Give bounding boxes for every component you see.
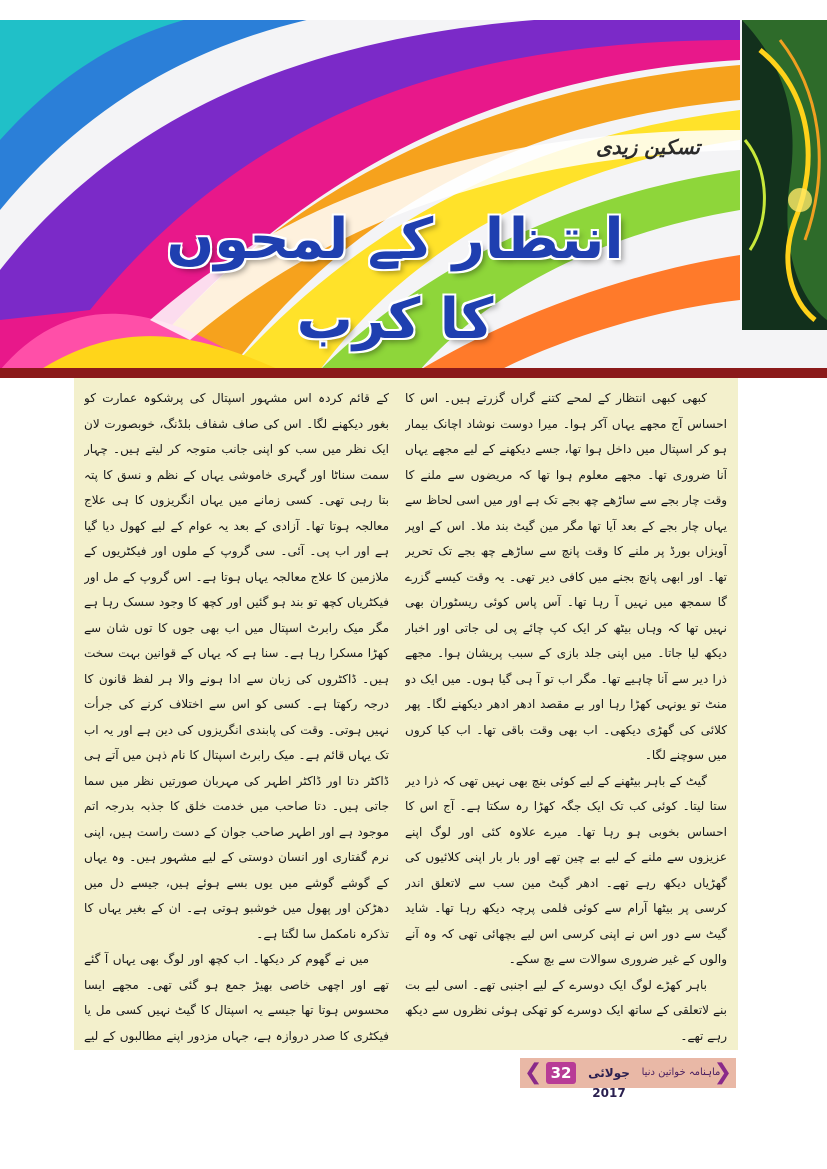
text-column-right (405, 386, 727, 1046)
paragraph: میں نے گھوم کر دیکھا۔ اب کچھ اور لوگ بھی یہاں آ گئے تھے اور اچھی خاصی بھیڑ جمع ہو گئی تھی۔ مجھے ایسا محسوس ہوتا تھا جیسے یہ اسپتال کا گیٹ نہیں کسی مل یا فیکٹری کا صدر دروازہ ہے، جہاں مزدور اپنے مطالبوں کے لیے (84, 952, 389, 1043)
issue-date: جولائی 2017 (588, 1066, 630, 1100)
text-column-left (84, 386, 389, 1046)
chevron-right-icon: ❯ (713, 1060, 732, 1085)
author-name: تسکین زیدی (595, 135, 700, 159)
magazine-name: ماہنامہ خواتین دنیا (641, 1067, 721, 1078)
page-footer (520, 1058, 736, 1100)
paragraph: کے قائم کردہ اس مشہور اسپتال کی پرشکوہ عمارت کو بغور دیکھنے لگا۔ اس کی صاف شفاف بلڈنگ، خوبصورت لان ایک نظر میں سب کو اپنی جانب متوجہ کر لیتے ہیں۔ چہار سمت سناٹا اور گہری خاموشی یہاں کے نظم و نسق کا پتہ بتا رہی تھی۔ کسی زمانے میں یہاں انگریزوں کا ہی علاج معالجہ ہوتا تھا۔ آزادی کے بعد یہ عوام کے لیے کھول دیا گیا ہے اور اب پی۔ آئی۔ سی گروپ کے ملوں اور فیکٹریوں کے ملازمین کا علاج معالجہ یہاں ہوتا ہے۔ اس گروپ کے مل اور فیکٹریاں کچھ تو بند ہو گئیں اور کچھ کا وجود سسک رہا ہے مگر میک رابرٹ اسپتال میں اب بھی جوں کا توں شان سے کھڑا مسکرا رہا ہے۔ سنا ہے کہ یہاں کے قوانین بہت سخت ہیں۔ ڈاکٹروں کی زبان سے ادا ہونے والا ہر لفظ قانون کا درجہ رکھتا ہے۔ کسی کو اس سے اختلاف کرنے کی جرأت نہیں ہوتی۔ وقت کی پابندی انگریزوں کی دین ہے اور یہ اب تک یہاں قائم ہے۔ میک رابرٹ اسپتال کا نام ذہن میں آتے ہی ڈاکٹر دتا اور ڈاکٹر اطہر کی مہربان صورتیں نظر میں سما جاتی ہیں۔ دتا صاحب میں خدمت خلق کا جذبہ بدرجہ اتم موجود ہے اور اطہر صاحب جوان کے دست راست ہیں، اپنی نرم گفتاری اور انسان دوستی کے لیے مشہور ہیں۔ وہ یہاں کے گوشے گوشے میں یوں بسے ہوئے ہیں، جیسے دل میں دھڑکن اور پھول میں خوشبو ہوتی ہے۔ ان کے بغیر یہاں کا تذکرہ نامکمل سا لگتا ہے۔ (84, 391, 389, 941)
chevron-left-icon: ❮ (524, 1060, 543, 1085)
paragraph: باہر کھڑے لوگ ایک دوسرے کے لیے اجنبی تھے۔ اسی لیے بت بنے لاتعلقی کے ساتھ ایک دوسرے کو تھکی ہوئی نظروں سے دیکھ رہے تھے۔ (405, 977, 727, 1043)
paragraph: گیٹ کے باہر بیٹھنے کے لیے کوئی بنچ بھی نہیں تھی کہ ذرا دیر ستا لیتا۔ کوئی کب تک ایک جگہ کھڑا رہ سکتا ہے۔ آج اس کا احساس بخوبی ہو رہا تھا۔ میرے علاوہ کئی اور لوگ اپنے عزیزوں سے ملنے کے لیے بے چین تھے اور بار بار اپنی کلائیوں کی گھڑیاں دیکھ رہے تھے۔ ادھر گیٹ مین سب سے لاتعلق اندر کرسی پر بیٹھا آرام سے کوئی فلمی پرچہ دیکھ رہا تھا۔ شاید گیٹ سے دور اس نے اپنی کرسی اس لیے بچھائی تھی کہ وہ آنے والوں کے غیر ضروری سوالات سے بچ سکے۔ (405, 773, 727, 966)
banner-divider (0, 368, 827, 378)
page-number: 32 (546, 1062, 576, 1084)
article-title: انتظار کے لمحوں کا کرب (166, 207, 624, 352)
paragraph: کبھی کبھی انتظار کے لمحے کتنے گراں گزرتے ہیں۔ اس کا احساس آج مجھے یہاں آکر ہوا۔ میرا دوست نوشاد اچانک بیمار ہو کر اسپتال میں داخل ہوا تھا، جسے دیکھنے کے لیے مجھے یہاں آنا ضروری تھا۔ مجھے معلوم ہوا تھا کہ مریضوں سے ملنے کا وقت چار بجے سے ساڑھے چھ بجے تک ہے اور میں اسی لحاظ سے یہاں چار بجے کے بعد آیا تھا مگر مین گیٹ بند ملا۔ اس کے اوپر آویزاں بورڈ پر ملنے کا وقت پانچ سے ساڑھے چھ بجے تک تحریر تھا۔ اور ابھی پانچ بجنے میں کافی دیر تھی۔ یہ وقت کیسے گزرے گا سمجھ میں نہیں آ رہا تھا۔ آس پاس کوئی ریسٹوران بھی نہیں تھا کہ وہاں بیٹھ کر ایک کپ چائے پی لی جاتی اور اخبار دیکھ لیا جاتا۔ میں اپنی جلد بازی کے سبب پریشان ہوا۔ مجھے ذرا دیر سے آنا چاہیے تھا۔ مگر اب تو آ ہی گیا ہوں۔ میں ایک دو منٹ تو یونہی کھڑا رہا اور بے مقصد ادھر ادھر دیکھنے لگا۔ پھر کلائی کی گھڑی دیکھی۔ اب بھی وقت باقی تھا۔ اب کیا کروں میں سوچنے لگا۔ (405, 391, 727, 762)
